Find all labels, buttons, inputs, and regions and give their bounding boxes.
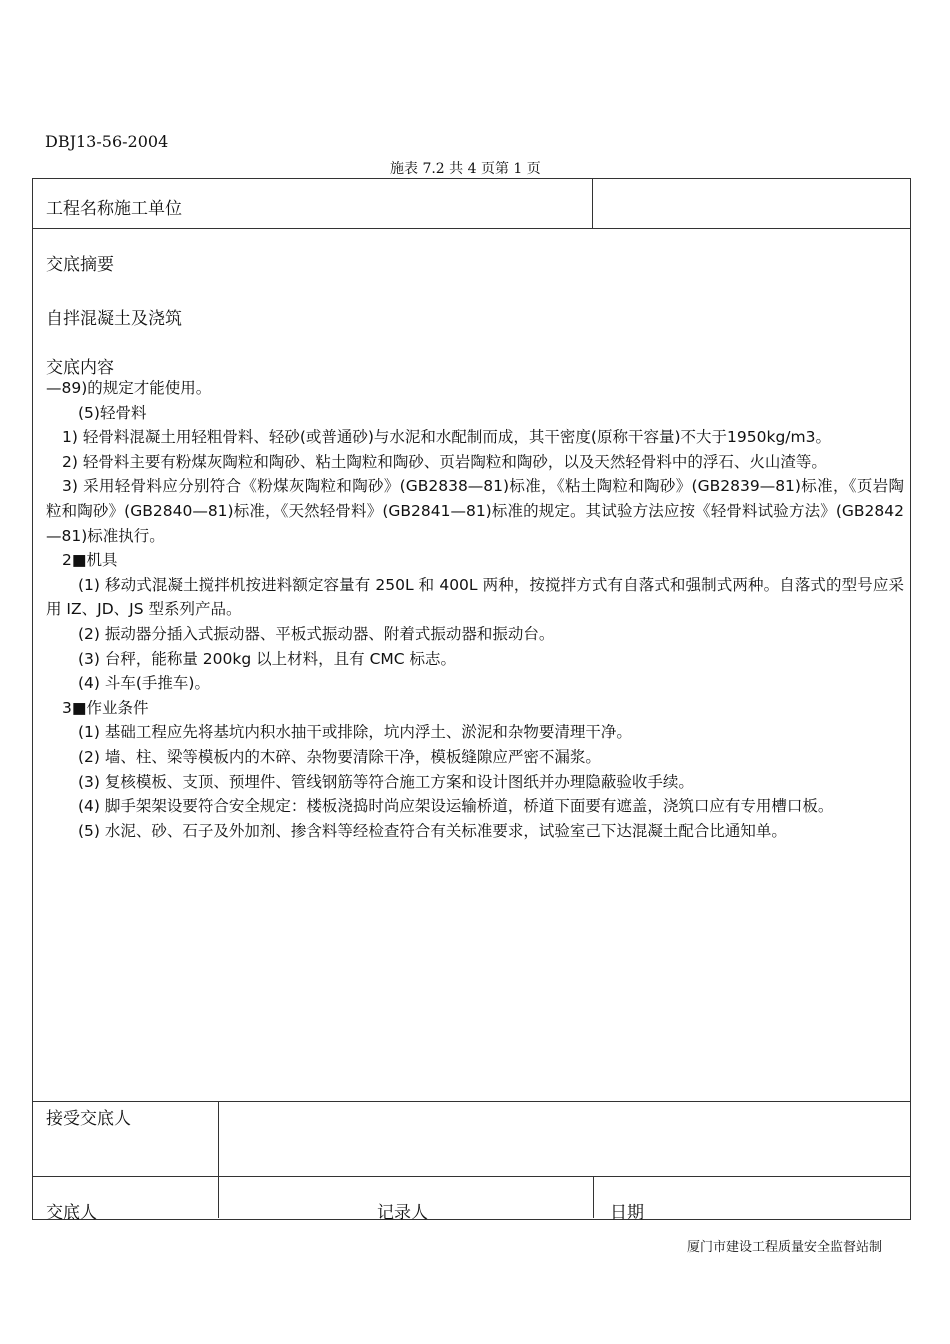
presenter-label: 交底人 [46,1203,97,1223]
content-line: (5)轻骨料 [78,403,147,422]
document-code: DBJ13-56-2004 [45,132,169,151]
content-line: 1) 轻骨料混凝土用轻粗骨料、轻砂(或普通砂)与水泥和水配制而成，其干密度(原称干容量)不大于1950kg/m3。 [62,428,831,447]
content-line: (1) 移动式混凝土搅拌机按进料额定容量有 250L 和 400L 两种，按搅拌方式有自落式和强制式两种。自落式的型号应采用 IZ、JD、JS 型系列产品。 [46,575,904,619]
section-heading: 3■作业条件 [62,698,149,717]
content-line: (4) 脚手架架设要符合安全规定：楼板浇捣时尚应架设运输桥道，桥道下面要有遮盖，浇筑口应有专用槽口板。 [78,797,834,816]
row-divider-2 [32,1101,910,1102]
disclosure-content [46,376,904,843]
content-line: 3) 采用轻骨料应分别符合《粉煤灰陶粒和陶砂》(GB2838—81)标准，《粘土陶粒和陶砂》(GB2839—81)标准，《页岩陶粒和陶砂》(GB2840—81)标准，《天然轻骨料》(GB2841—81)标准的规定。其试验方法应按《轻骨料试验方法》(GB2842—81)标准执行。 [46,477,904,545]
summary-value: 自拌混凝土及浇筑 [46,309,182,329]
content-line: (2) 墙、柱、梁等模板内的木碎、杂物要清除干净，模板缝隙应严密不漏浆。 [78,747,601,766]
row-divider-3 [32,1176,910,1177]
issuer-footer: 厦门市建设工程质量安全监督站制 [687,1240,883,1255]
content-line: (3) 复核模板、支顶、预埋件、管线钢筋等符合施工方案和设计图纸并办理隐蔽验收手续。 [78,772,694,791]
recorder-label: 记录人 [377,1203,428,1223]
row-divider-1 [32,228,910,229]
content-line: (5) 水泥、砂、石子及外加剂、掺含料等经检查符合有关标准要求，试验室己下达混凝土配合比通知单。 [78,821,787,840]
content-line: 2) 轻骨料主要有粉煤灰陶粒和陶砂、粘土陶粒和陶砂、页岩陶粒和陶砂，以及天然轻骨料中的浮石、火山渣等。 [62,452,827,471]
content-line: (1) 基础工程应先将基坑内积水抽干或排除，坑内浮土、淤泥和杂物要清理干净。 [78,723,632,742]
date-label: 日期 [610,1203,644,1223]
page-info: 施表 7.2 共 4 页第 1 页 [390,161,541,177]
content-label: 交底内容 [46,358,114,378]
col-divider-date [593,1176,594,1218]
content-line: (4) 斗车(手推车)。 [78,674,210,693]
col-divider-receiver [218,1101,219,1218]
receiver-label: 接受交底人 [46,1109,131,1129]
content-line: —89)的规定才能使用。 [46,379,212,397]
content-line: (2) 振动器分插入式振动器、平板式振动器、附着式振动器和振动台。 [78,624,555,643]
section-heading: 2■机具 [62,551,118,570]
summary-label: 交底摘要 [46,255,114,275]
col-divider-project [592,178,593,228]
content-line: (3) 台秤，能称量 200kg 以上材料，且有 CMC 标志。 [78,649,457,668]
project-name-label: 工程名称施工单位 [46,199,182,219]
